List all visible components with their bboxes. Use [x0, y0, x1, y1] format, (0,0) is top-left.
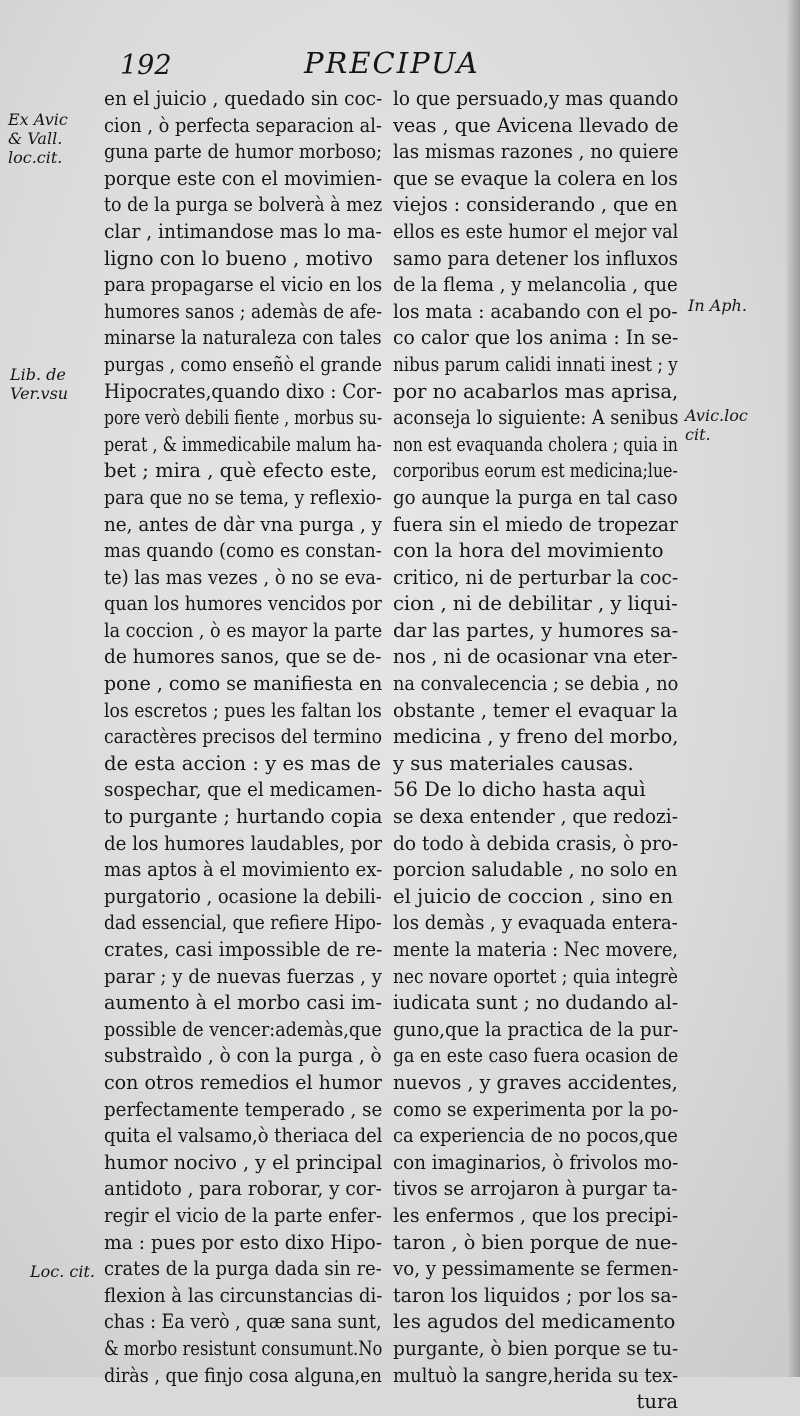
text-line: non est evaquanda cholera ; quia in	[393, 432, 678, 456]
page-edge	[786, 0, 800, 1377]
text-line: pone , como se manifiesta en	[104, 672, 383, 696]
margin-note-in-aph: In Aph.	[688, 296, 747, 315]
text-line: mas quando (como es constan-	[104, 539, 382, 563]
text-line: to de la purga se bolverà à mez	[104, 193, 383, 217]
text-line: como se experimenta por la po-	[393, 1097, 679, 1121]
text-line: vo, y pessimamente se fermen-	[393, 1257, 679, 1281]
text-line: les enfermos , que los precipi-	[393, 1203, 679, 1227]
text-line: te) las mas vezes , ò no se eva-	[104, 565, 382, 589]
text-line: y sus materiales causas.	[393, 751, 634, 775]
text-line: mas aptos à el movimiento ex-	[104, 858, 383, 882]
text-line: ga en este caso fuera ocasion de	[393, 1044, 679, 1068]
text-line: purgante, ò bien porque se tu-	[393, 1336, 679, 1360]
text-line: iudicata sunt ; no dudando al-	[393, 991, 679, 1015]
text-line: con la hora del movimiento	[393, 539, 664, 563]
text-line: minarse la naturaleza con tales	[104, 326, 382, 350]
text-line: con otros remedios el humor	[104, 1070, 382, 1094]
text-line: de los humores laudables, por	[104, 831, 382, 855]
text-line: viejos : considerando , que en	[393, 193, 678, 217]
text-line: purgatorio , ocasione la debili-	[104, 884, 382, 908]
text-line: las mismas razones , no quiere	[393, 140, 679, 164]
text-line: mente la materia : Nec movere,	[393, 938, 678, 961]
text-line: diràs , que finjo cosa alguna,en	[104, 1363, 382, 1387]
text-line: cion , ò perfecta separacion al-	[104, 113, 382, 137]
text-line: para que no se tema, y reflexio-	[104, 485, 382, 509]
text-line: clar , intimandose mas lo ma-	[104, 219, 382, 243]
text-line: nuevos , y graves accidentes,	[393, 1070, 678, 1094]
text-line: los mata : acabando con el po-	[393, 299, 678, 323]
text-line: guno,que la practica de la pur-	[393, 1017, 679, 1041]
margin-note-ex-avic: Ex Avic & Vall. loc.cit.	[8, 110, 68, 167]
text-line: dad essencial, que refiere Hipo-	[104, 911, 382, 935]
text-line: fuera sin el miedo de tropezar	[393, 512, 678, 536]
text-line: do todo à debida crasis, ò pro-	[393, 831, 679, 855]
text-line: ligno con lo bueno , motivo	[104, 246, 373, 270]
text-line: & morbo resistunt consumunt.No	[104, 1336, 383, 1360]
text-line: na convalecencia ; se debia , no	[393, 672, 679, 696]
text-line: perfectamente temperado , se	[104, 1097, 383, 1121]
right-text-column	[393, 86, 678, 1416]
text-line: humor nocivo , y el principal	[104, 1150, 383, 1174]
text-line: taron , ò bien porque de nue-	[393, 1230, 678, 1254]
text-line: de esta accion : y es mas de	[104, 751, 382, 775]
left-text-column	[104, 86, 382, 1389]
text-line: tivos se arrojaron à purgar ta-	[393, 1177, 678, 1201]
text-line: quita el valsamo,ò theriaca del	[104, 1124, 383, 1148]
text-line: la coccion , ò es mayor la parte	[104, 618, 383, 642]
text-line: bet ; mira , què efecto este,	[104, 459, 378, 483]
margin-note-lib-de: Lib. de Ver.vsu	[10, 365, 69, 403]
text-line: crates, casi impossible de re-	[104, 938, 383, 961]
text-line: nec novare oportet ; quia integrè	[393, 964, 678, 988]
text-line: cion , ni de debilitar , y liqui-	[393, 592, 678, 616]
text-line: multuò la sangre,herida su tex-	[393, 1363, 679, 1387]
text-line: perat , & immedicabile malum ha-	[104, 432, 382, 456]
text-line: antidoto , para roborar, y cor-	[104, 1177, 382, 1201]
text-line: tura	[636, 1390, 678, 1414]
text-line: por no acabarlos mas aprisa,	[393, 379, 679, 403]
text-line: guna parte de humor morboso;	[104, 140, 383, 164]
text-line: de humores sanos, que se de-	[104, 645, 382, 669]
text-line: substraìdo , ò con la purga , ò	[104, 1044, 382, 1068]
text-line: nos , ni de ocasionar vna eter-	[393, 645, 678, 669]
text-line: porcion saludable , no solo en	[393, 858, 678, 882]
text-line: Hipocrates,quando dixo : Cor-	[104, 379, 382, 403]
text-line: veas , que Avicena llevado de	[393, 113, 679, 137]
margin-note-avic-loc: Avic.loc cit.	[685, 406, 748, 444]
text-line: que se evaque la colera en los	[393, 166, 678, 190]
text-line: se dexa entender , que redozi-	[393, 805, 678, 829]
text-line: samo para detener los influxos	[393, 246, 679, 270]
text-line: aumento à el morbo casi im-	[104, 991, 382, 1015]
text-line: ma : pues por esto dixo Hipo-	[104, 1230, 383, 1254]
text-line: co calor que los anima : In se-	[393, 326, 679, 350]
text-line: dar las partes, y humores sa-	[393, 618, 679, 642]
text-line: les agudos del medicamento	[393, 1310, 676, 1334]
text-line: ellos es este humor el mejor val	[393, 219, 679, 243]
text-line: aconseja lo siguiente: A senibus	[393, 406, 679, 430]
margin-note-loc-cit: Loc. cit.	[30, 1262, 95, 1281]
text-line: purgas , como enseñò el grande	[104, 352, 382, 376]
page-number: 192	[120, 50, 172, 81]
text-line: caractères precisos del termino	[104, 725, 383, 749]
running-head: PRECIPUA	[304, 46, 480, 80]
text-line: medicina , y freno del morbo,	[393, 725, 679, 749]
text-line: taron los liquidos ; por los sa-	[393, 1283, 678, 1307]
text-line: quan los humores vencidos por	[104, 592, 382, 616]
text-line: 56 De lo dicho hasta aquì	[393, 778, 646, 802]
text-line: el juicio de coccion , sino en	[393, 884, 673, 908]
text-line: corporibus eorum est medicina;lue-	[393, 459, 678, 483]
text-line: los escretos ; pues les faltan los	[104, 698, 382, 722]
text-line: go aunque la purga en tal caso	[393, 485, 678, 509]
text-line: de la flema , y melancolia , que	[393, 273, 678, 297]
text-line: crates de la purga dada sin re-	[104, 1257, 382, 1281]
text-line: pore verò debili fiente , morbus su-	[104, 406, 383, 430]
text-line: to purgante ; hurtando copia	[104, 805, 383, 829]
text-line: flexion à las circunstancias di-	[104, 1283, 383, 1307]
text-line: porque este con el movimien-	[104, 166, 383, 190]
text-line: humores sanos ; ademàs de afe-	[104, 299, 383, 323]
text-line: ne, antes de dàr vna purga , y	[104, 512, 383, 536]
text-line: parar ; y de nuevas fuerzas , y	[104, 964, 382, 988]
text-line: regir el vicio de la parte enfer-	[104, 1203, 382, 1227]
text-line: lo que persuado,y mas quando	[393, 87, 679, 110]
text-line: critico, ni de perturbar la coc-	[393, 565, 679, 589]
text-line: con imaginarios, ò frivolos mo-	[393, 1150, 679, 1174]
text-line: nibus parum calidi innati inest ; y	[393, 352, 678, 376]
text-line: los demàs , y evaquada entera-	[393, 911, 678, 935]
text-line: ca experiencia de no pocos,que	[393, 1124, 678, 1148]
text-line: en el juicio , quedado sin coc-	[104, 87, 383, 110]
text-line: obstante , temer el evaquar la	[393, 698, 678, 722]
text-line: sospechar, que el medicamen-	[104, 778, 383, 802]
text-line: chas : Ea verò , quæ sana sunt,	[104, 1310, 382, 1334]
text-line: para propagarse el vicio en los	[104, 273, 383, 297]
text-line: possible de vencer:ademàs,que	[104, 1017, 382, 1041]
